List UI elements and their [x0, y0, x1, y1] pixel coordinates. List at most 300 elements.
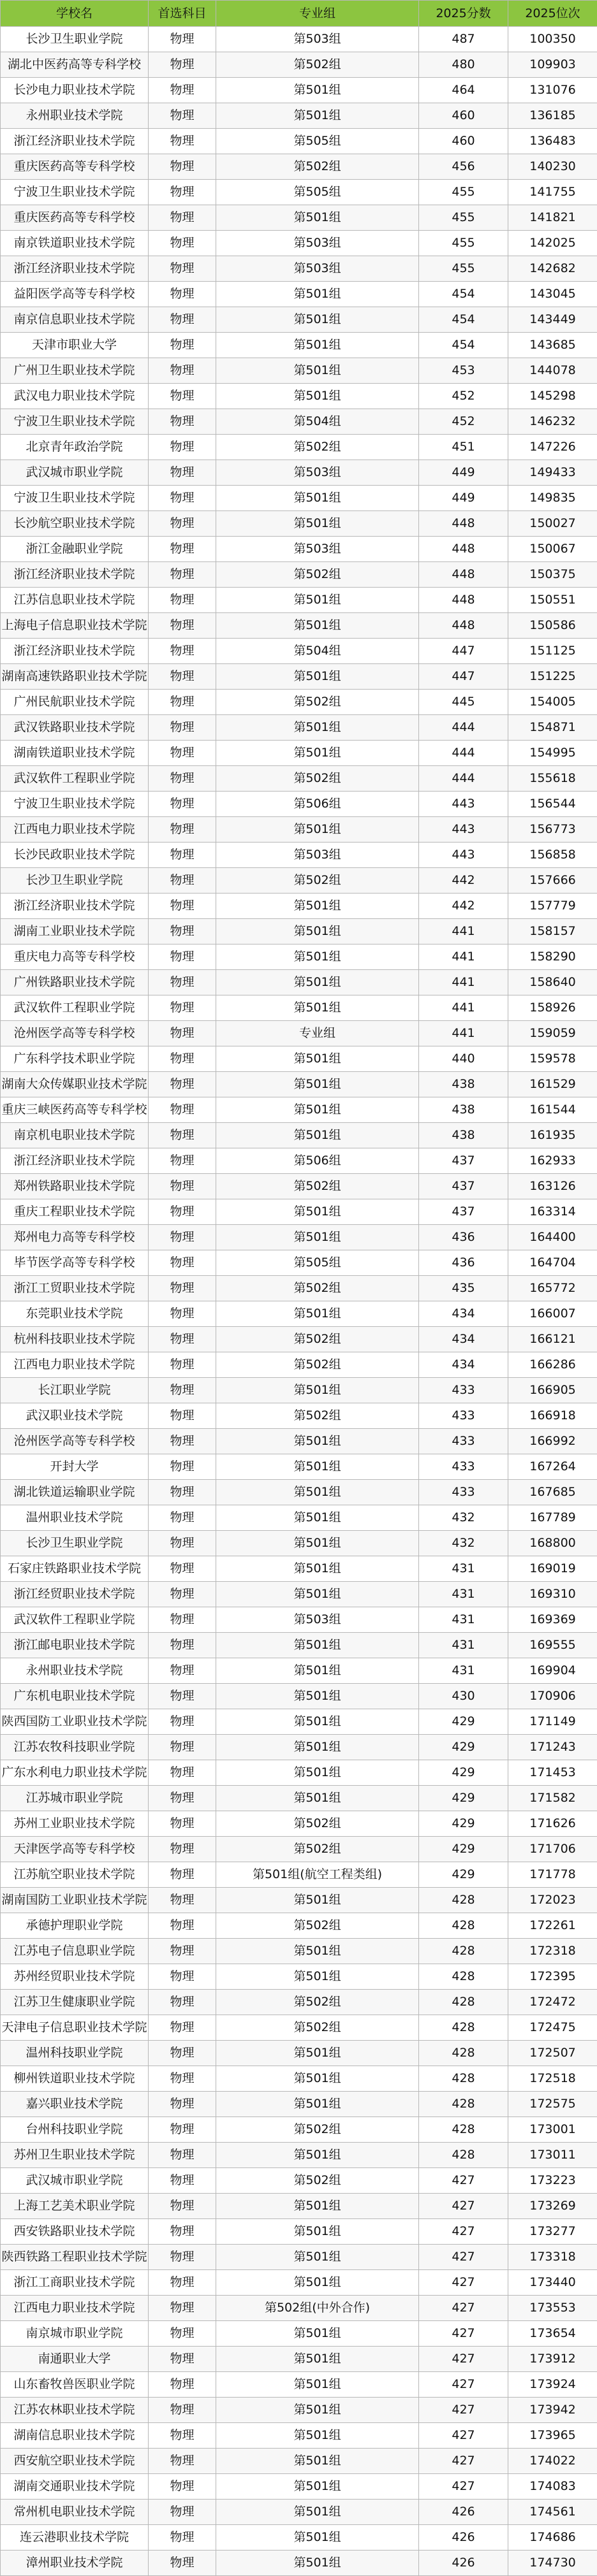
cell-rank: 100350: [508, 27, 597, 52]
cell-rank: 169555: [508, 1633, 597, 1658]
cell-school: 永州职业技术学院: [1, 103, 149, 129]
table-row: [1, 358, 597, 384]
cell-score: 431: [419, 1582, 508, 1607]
cell-school: 湖南工业职业技术学院: [1, 919, 149, 944]
cell-score: 441: [419, 970, 508, 995]
cell-group: 第501组: [216, 2219, 419, 2245]
table-row: [1, 1582, 597, 1607]
cell-group: 第501组: [216, 1556, 419, 1582]
cell-group: 第501组: [216, 384, 419, 409]
cell-group: 第502组: [216, 1174, 419, 1199]
cell-score: 452: [419, 409, 508, 435]
cell-group: 第501组: [216, 1225, 419, 1250]
cell-group: 第501组: [216, 664, 419, 690]
cell-subject: 物理: [149, 2219, 216, 2245]
cell-rank: 174083: [508, 2474, 597, 2500]
cell-score: 447: [419, 639, 508, 664]
table-row: [1, 1760, 597, 1786]
cell-rank: 140230: [508, 154, 597, 180]
table-row: [1, 1556, 597, 1582]
cell-group: 第501组: [216, 1786, 419, 1811]
table-row: [1, 2500, 597, 2525]
table-row: [1, 995, 597, 1021]
table-row: [1, 231, 597, 256]
cell-subject: 物理: [149, 282, 216, 307]
header-group: 专业组: [216, 1, 419, 27]
cell-group: 第501组: [216, 2398, 419, 2423]
cell-score: 427: [419, 2321, 508, 2347]
cell-score: 441: [419, 995, 508, 1021]
cell-subject: 物理: [149, 1021, 216, 1046]
cell-subject: 物理: [149, 664, 216, 690]
cell-rank: 150551: [508, 588, 597, 613]
cell-rank: 151225: [508, 664, 597, 690]
cell-score: 428: [419, 1939, 508, 1964]
cell-group: 第501组: [216, 1097, 419, 1123]
cell-score: 448: [419, 613, 508, 639]
cell-rank: 173942: [508, 2398, 597, 2423]
cell-group: 第501组: [216, 2551, 419, 2576]
cell-rank: 171626: [508, 1811, 597, 1837]
cell-rank: 171778: [508, 1862, 597, 1888]
cell-score: 437: [419, 1148, 508, 1174]
cell-score: 433: [419, 1454, 508, 1480]
table-row: [1, 1148, 597, 1174]
cell-score: 448: [419, 588, 508, 613]
table-row: [1, 1046, 597, 1072]
cell-school: 毕节医学高等专科学校: [1, 1250, 149, 1276]
cell-subject: 物理: [149, 358, 216, 384]
cell-group: 第504组: [216, 639, 419, 664]
cell-subject: 物理: [149, 1990, 216, 2015]
cell-group: 第501组: [216, 103, 419, 129]
cell-group: 第501组: [216, 1301, 419, 1327]
cell-group: 第502组: [216, 2117, 419, 2143]
cell-subject: 物理: [149, 231, 216, 256]
table-row: [1, 2143, 597, 2168]
cell-score: 426: [419, 2525, 508, 2551]
table-row: [1, 919, 597, 944]
cell-school: 宁波卫生职业技术学院: [1, 180, 149, 205]
cell-score: 427: [419, 2372, 508, 2398]
cell-subject: 物理: [149, 1454, 216, 1480]
cell-rank: 159578: [508, 1046, 597, 1072]
table-row: [1, 1403, 597, 1429]
cell-group: 第505组: [216, 1250, 419, 1276]
cell-subject: 物理: [149, 2525, 216, 2551]
cell-rank: 163314: [508, 1199, 597, 1225]
cell-school: 湖南大众传媒职业技术学院: [1, 1072, 149, 1097]
cell-score: 428: [419, 2117, 508, 2143]
cell-subject: 物理: [149, 1276, 216, 1301]
cell-subject: 物理: [149, 435, 216, 460]
table-row: [1, 792, 597, 817]
cell-group: 第501组: [216, 1454, 419, 1480]
cell-group: 第501组: [216, 1633, 419, 1658]
cell-subject: 物理: [149, 1684, 216, 1709]
cell-subject: 物理: [149, 1148, 216, 1174]
table-row: [1, 1786, 597, 1811]
cell-subject: 物理: [149, 2194, 216, 2219]
cell-group: 第501组: [216, 282, 419, 307]
header-rank: 2025位次: [508, 1, 597, 27]
cell-rank: 173223: [508, 2168, 597, 2194]
cell-rank: 154995: [508, 741, 597, 766]
table-body: [1, 27, 597, 2576]
cell-school: 浙江经济职业技术学院: [1, 639, 149, 664]
cell-school: 湖北中医药高等专科学校: [1, 52, 149, 78]
cell-subject: 物理: [149, 2041, 216, 2066]
cell-subject: 物理: [149, 1046, 216, 1072]
table-row: [1, 1327, 597, 1352]
cell-group: 第501组: [216, 1964, 419, 1990]
cell-school: 广州卫生职业技术学院: [1, 358, 149, 384]
cell-rank: 169904: [508, 1658, 597, 1684]
cell-group: 第502组: [216, 562, 419, 588]
cell-rank: 142025: [508, 231, 597, 256]
cell-group: 第501组: [216, 2525, 419, 2551]
cell-rank: 169310: [508, 1582, 597, 1607]
cell-group: 第501组(航空工程类组): [216, 1862, 419, 1888]
cell-school: 郑州电力高等专科学校: [1, 1225, 149, 1250]
cell-score: 464: [419, 78, 508, 103]
cell-group: 第503组: [216, 843, 419, 868]
cell-group: 第506组: [216, 1148, 419, 1174]
cell-group: 第501组: [216, 995, 419, 1021]
cell-score: 431: [419, 1607, 508, 1633]
cell-group: 第501组: [216, 715, 419, 741]
table-row: [1, 817, 597, 843]
cell-subject: 物理: [149, 1250, 216, 1276]
table-row: [1, 1684, 597, 1709]
cell-school: 宁波卫生职业技术学院: [1, 792, 149, 817]
cell-score: 448: [419, 511, 508, 537]
cell-subject: 物理: [149, 78, 216, 103]
cell-rank: 144078: [508, 358, 597, 384]
cell-subject: 物理: [149, 2143, 216, 2168]
cell-school: 武汉铁路职业技术学院: [1, 715, 149, 741]
cell-rank: 169019: [508, 1556, 597, 1582]
cell-subject: 物理: [149, 2117, 216, 2143]
cell-score: 433: [419, 1480, 508, 1505]
cell-rank: 167264: [508, 1454, 597, 1480]
cell-score: 431: [419, 1633, 508, 1658]
cell-score: 455: [419, 205, 508, 231]
cell-school: 浙江经济职业技术学院: [1, 129, 149, 154]
table-row: [1, 2474, 597, 2500]
cell-score: 460: [419, 103, 508, 129]
cell-group: 第501组: [216, 2423, 419, 2449]
cell-school: 浙江经济职业技术学院: [1, 1148, 149, 1174]
cell-score: 442: [419, 868, 508, 894]
cell-score: 454: [419, 282, 508, 307]
table-row: [1, 613, 597, 639]
cell-rank: 172507: [508, 2041, 597, 2066]
cell-subject: 物理: [149, 384, 216, 409]
table-row: [1, 1097, 597, 1123]
cell-group: 第502组: [216, 435, 419, 460]
cell-school: 南通职业大学: [1, 2347, 149, 2372]
cell-score: 429: [419, 1760, 508, 1786]
table-row: [1, 1378, 597, 1403]
cell-school: 武汉职业技术学院: [1, 1403, 149, 1429]
cell-school: 江苏城市职业学院: [1, 1786, 149, 1811]
cell-school: 江苏农林职业技术学院: [1, 2398, 149, 2423]
table-row: [1, 282, 597, 307]
table-row: [1, 1913, 597, 1939]
cell-score: 433: [419, 1403, 508, 1429]
cell-rank: 143449: [508, 307, 597, 333]
cell-subject: 物理: [149, 2500, 216, 2525]
cell-subject: 物理: [149, 486, 216, 511]
cell-school: 长沙民政职业技术学院: [1, 843, 149, 868]
table-row: [1, 1072, 597, 1097]
cell-score: 428: [419, 1888, 508, 1913]
cell-school: 西安航空职业技术学院: [1, 2449, 149, 2474]
header-row: [1, 1, 597, 27]
cell-rank: 173553: [508, 2296, 597, 2321]
cell-school: 浙江经济职业技术学院: [1, 256, 149, 282]
cell-school: 永州职业技术学院: [1, 1658, 149, 1684]
cell-subject: 物理: [149, 307, 216, 333]
cell-school: 浙江工贸职业技术学院: [1, 1276, 149, 1301]
cell-score: 429: [419, 1709, 508, 1735]
cell-score: 443: [419, 817, 508, 843]
table-row: [1, 1990, 597, 2015]
cell-group: 第501组: [216, 511, 419, 537]
cell-rank: 136185: [508, 103, 597, 129]
cell-subject: 物理: [149, 843, 216, 868]
cell-group: 第501组: [216, 1123, 419, 1148]
cell-group: 第501组: [216, 944, 419, 970]
table-row: [1, 2015, 597, 2041]
cell-group: 第502组: [216, 1352, 419, 1378]
cell-school: 广东机电职业技术学院: [1, 1684, 149, 1709]
cell-subject: 物理: [149, 1378, 216, 1403]
cell-group: 第501组: [216, 741, 419, 766]
cell-rank: 173001: [508, 2117, 597, 2143]
cell-score: 438: [419, 1097, 508, 1123]
cell-school: 天津医学高等专科学校: [1, 1837, 149, 1862]
cell-score: 441: [419, 944, 508, 970]
cell-group: 第502组(中外合作): [216, 2296, 419, 2321]
cell-rank: 174730: [508, 2551, 597, 2576]
cell-subject: 物理: [149, 1556, 216, 1582]
cell-subject: 物理: [149, 1735, 216, 1760]
cell-subject: 物理: [149, 52, 216, 78]
table-row: [1, 2066, 597, 2092]
cell-rank: 145298: [508, 384, 597, 409]
cell-school: 东莞职业技术学院: [1, 1301, 149, 1327]
cell-rank: 147226: [508, 435, 597, 460]
table-row: [1, 1709, 597, 1735]
cell-subject: 物理: [149, 1174, 216, 1199]
cell-rank: 172261: [508, 1913, 597, 1939]
cell-group: 第501组: [216, 2066, 419, 2092]
cell-subject: 物理: [149, 2474, 216, 2500]
cell-score: 427: [419, 2347, 508, 2372]
cell-subject: 物理: [149, 1199, 216, 1225]
cell-school: 浙江金融职业学院: [1, 537, 149, 562]
table-row: [1, 384, 597, 409]
cell-school: 苏州卫生职业技术学院: [1, 2143, 149, 2168]
cell-score: 436: [419, 1225, 508, 1250]
cell-group: 第502组: [216, 1327, 419, 1352]
table-row: [1, 1658, 597, 1684]
cell-subject: 物理: [149, 256, 216, 282]
cell-subject: 物理: [149, 537, 216, 562]
cell-subject: 物理: [149, 1429, 216, 1454]
cell-subject: 物理: [149, 944, 216, 970]
cell-score: 438: [419, 1123, 508, 1148]
cell-group: 第501组: [216, 1888, 419, 1913]
cell-score: 455: [419, 256, 508, 282]
cell-school: 开封大学: [1, 1454, 149, 1480]
cell-subject: 物理: [149, 2296, 216, 2321]
cell-score: 427: [419, 2296, 508, 2321]
cell-subject: 物理: [149, 333, 216, 358]
cell-score: 454: [419, 307, 508, 333]
cell-subject: 物理: [149, 766, 216, 792]
cell-score: 434: [419, 1327, 508, 1352]
table-row: [1, 664, 597, 690]
cell-rank: 171706: [508, 1837, 597, 1862]
cell-subject: 物理: [149, 1403, 216, 1429]
cell-subject: 物理: [149, 2398, 216, 2423]
cell-school: 天津市职业大学: [1, 333, 149, 358]
cell-rank: 174561: [508, 2500, 597, 2525]
table-row: [1, 1199, 597, 1225]
table-row: [1, 2423, 597, 2449]
cell-rank: 161529: [508, 1072, 597, 1097]
cell-score: 449: [419, 486, 508, 511]
cell-rank: 156544: [508, 792, 597, 817]
cell-subject: 物理: [149, 2245, 216, 2270]
cell-school: 石家庄铁路职业技术学院: [1, 1556, 149, 1582]
cell-score: 427: [419, 2270, 508, 2296]
cell-rank: 167685: [508, 1480, 597, 1505]
cell-score: 441: [419, 1021, 508, 1046]
table-row: [1, 307, 597, 333]
cell-score: 431: [419, 1556, 508, 1582]
cell-group: 第501组: [216, 2194, 419, 2219]
cell-subject: 物理: [149, 741, 216, 766]
cell-score: 428: [419, 2092, 508, 2117]
cell-rank: 173440: [508, 2270, 597, 2296]
cell-subject: 物理: [149, 2347, 216, 2372]
cell-subject: 物理: [149, 588, 216, 613]
cell-score: 452: [419, 384, 508, 409]
cell-school: 南京机电职业技术学院: [1, 1123, 149, 1148]
cell-score: 437: [419, 1174, 508, 1199]
table-row: [1, 27, 597, 52]
cell-subject: 物理: [149, 2015, 216, 2041]
cell-group: 第501组: [216, 1760, 419, 1786]
cell-subject: 物理: [149, 792, 216, 817]
cell-subject: 物理: [149, 1811, 216, 1837]
cell-group: 第501组: [216, 1939, 419, 1964]
cell-school: 浙江经济职业技术学院: [1, 562, 149, 588]
table-row: [1, 205, 597, 231]
cell-group: 第502组: [216, 52, 419, 78]
cell-subject: 物理: [149, 1505, 216, 1531]
cell-group: 第502组: [216, 2168, 419, 2194]
cell-group: 第501组: [216, 919, 419, 944]
cell-school: 宁波卫生职业技术学院: [1, 486, 149, 511]
cell-subject: 物理: [149, 129, 216, 154]
cell-group: 第502组: [216, 1990, 419, 2015]
cell-score: 430: [419, 1684, 508, 1709]
cell-school: 武汉电力职业技术学院: [1, 384, 149, 409]
cell-group: 第501组: [216, 1735, 419, 1760]
table-row: [1, 1735, 597, 1760]
cell-score: 427: [419, 2194, 508, 2219]
cell-school: 浙江邮电职业技术学院: [1, 1633, 149, 1658]
cell-rank: 141755: [508, 180, 597, 205]
cell-score: 429: [419, 1862, 508, 1888]
cell-group: 第501组: [216, 1582, 419, 1607]
table-row: [1, 2168, 597, 2194]
cell-group: 第501组: [216, 1684, 419, 1709]
cell-subject: 物理: [149, 2270, 216, 2296]
cell-rank: 166007: [508, 1301, 597, 1327]
table-row: [1, 1811, 597, 1837]
cell-group: 第501组: [216, 78, 419, 103]
cell-score: 456: [419, 154, 508, 180]
cell-subject: 物理: [149, 1301, 216, 1327]
cell-group: 第501组: [216, 307, 419, 333]
table-row: [1, 2092, 597, 2117]
cell-group: 第501组: [216, 2500, 419, 2525]
cell-rank: 173318: [508, 2245, 597, 2270]
cell-group: 第501组: [216, 1658, 419, 1684]
cell-score: 428: [419, 2143, 508, 2168]
cell-score: 431: [419, 1658, 508, 1684]
table-row: [1, 2398, 597, 2423]
cell-rank: 142682: [508, 256, 597, 282]
cell-subject: 物理: [149, 1913, 216, 1939]
cell-subject: 物理: [149, 1072, 216, 1097]
cell-school: 南京铁道职业技术学院: [1, 231, 149, 256]
cell-school: 长沙电力职业技术学院: [1, 78, 149, 103]
cell-score: 428: [419, 2041, 508, 2066]
cell-group: 第506组: [216, 792, 419, 817]
cell-school: 江苏卫生健康职业学院: [1, 1990, 149, 2015]
table-row: [1, 78, 597, 103]
cell-rank: 159059: [508, 1021, 597, 1046]
table-row: [1, 562, 597, 588]
cell-subject: 物理: [149, 409, 216, 435]
cell-group: 第501组: [216, 2041, 419, 2066]
table-row: [1, 1174, 597, 1199]
cell-rank: 172475: [508, 2015, 597, 2041]
cell-group: 专业组: [216, 1021, 419, 1046]
cell-rank: 158157: [508, 919, 597, 944]
cell-rank: 171149: [508, 1709, 597, 1735]
cell-school: 重庆医药高等专科学校: [1, 205, 149, 231]
cell-group: 第501组: [216, 1709, 419, 1735]
cell-group: 第501组: [216, 205, 419, 231]
cell-rank: 158926: [508, 995, 597, 1021]
cell-school: 温州科技职业学院: [1, 2041, 149, 2066]
cell-subject: 物理: [149, 1327, 216, 1352]
cell-score: 441: [419, 919, 508, 944]
cell-group: 第503组: [216, 256, 419, 282]
cell-school: 承德护理职业学院: [1, 1913, 149, 1939]
cell-score: 429: [419, 1837, 508, 1862]
cell-subject: 物理: [149, 1352, 216, 1378]
cell-subject: 物理: [149, 1582, 216, 1607]
